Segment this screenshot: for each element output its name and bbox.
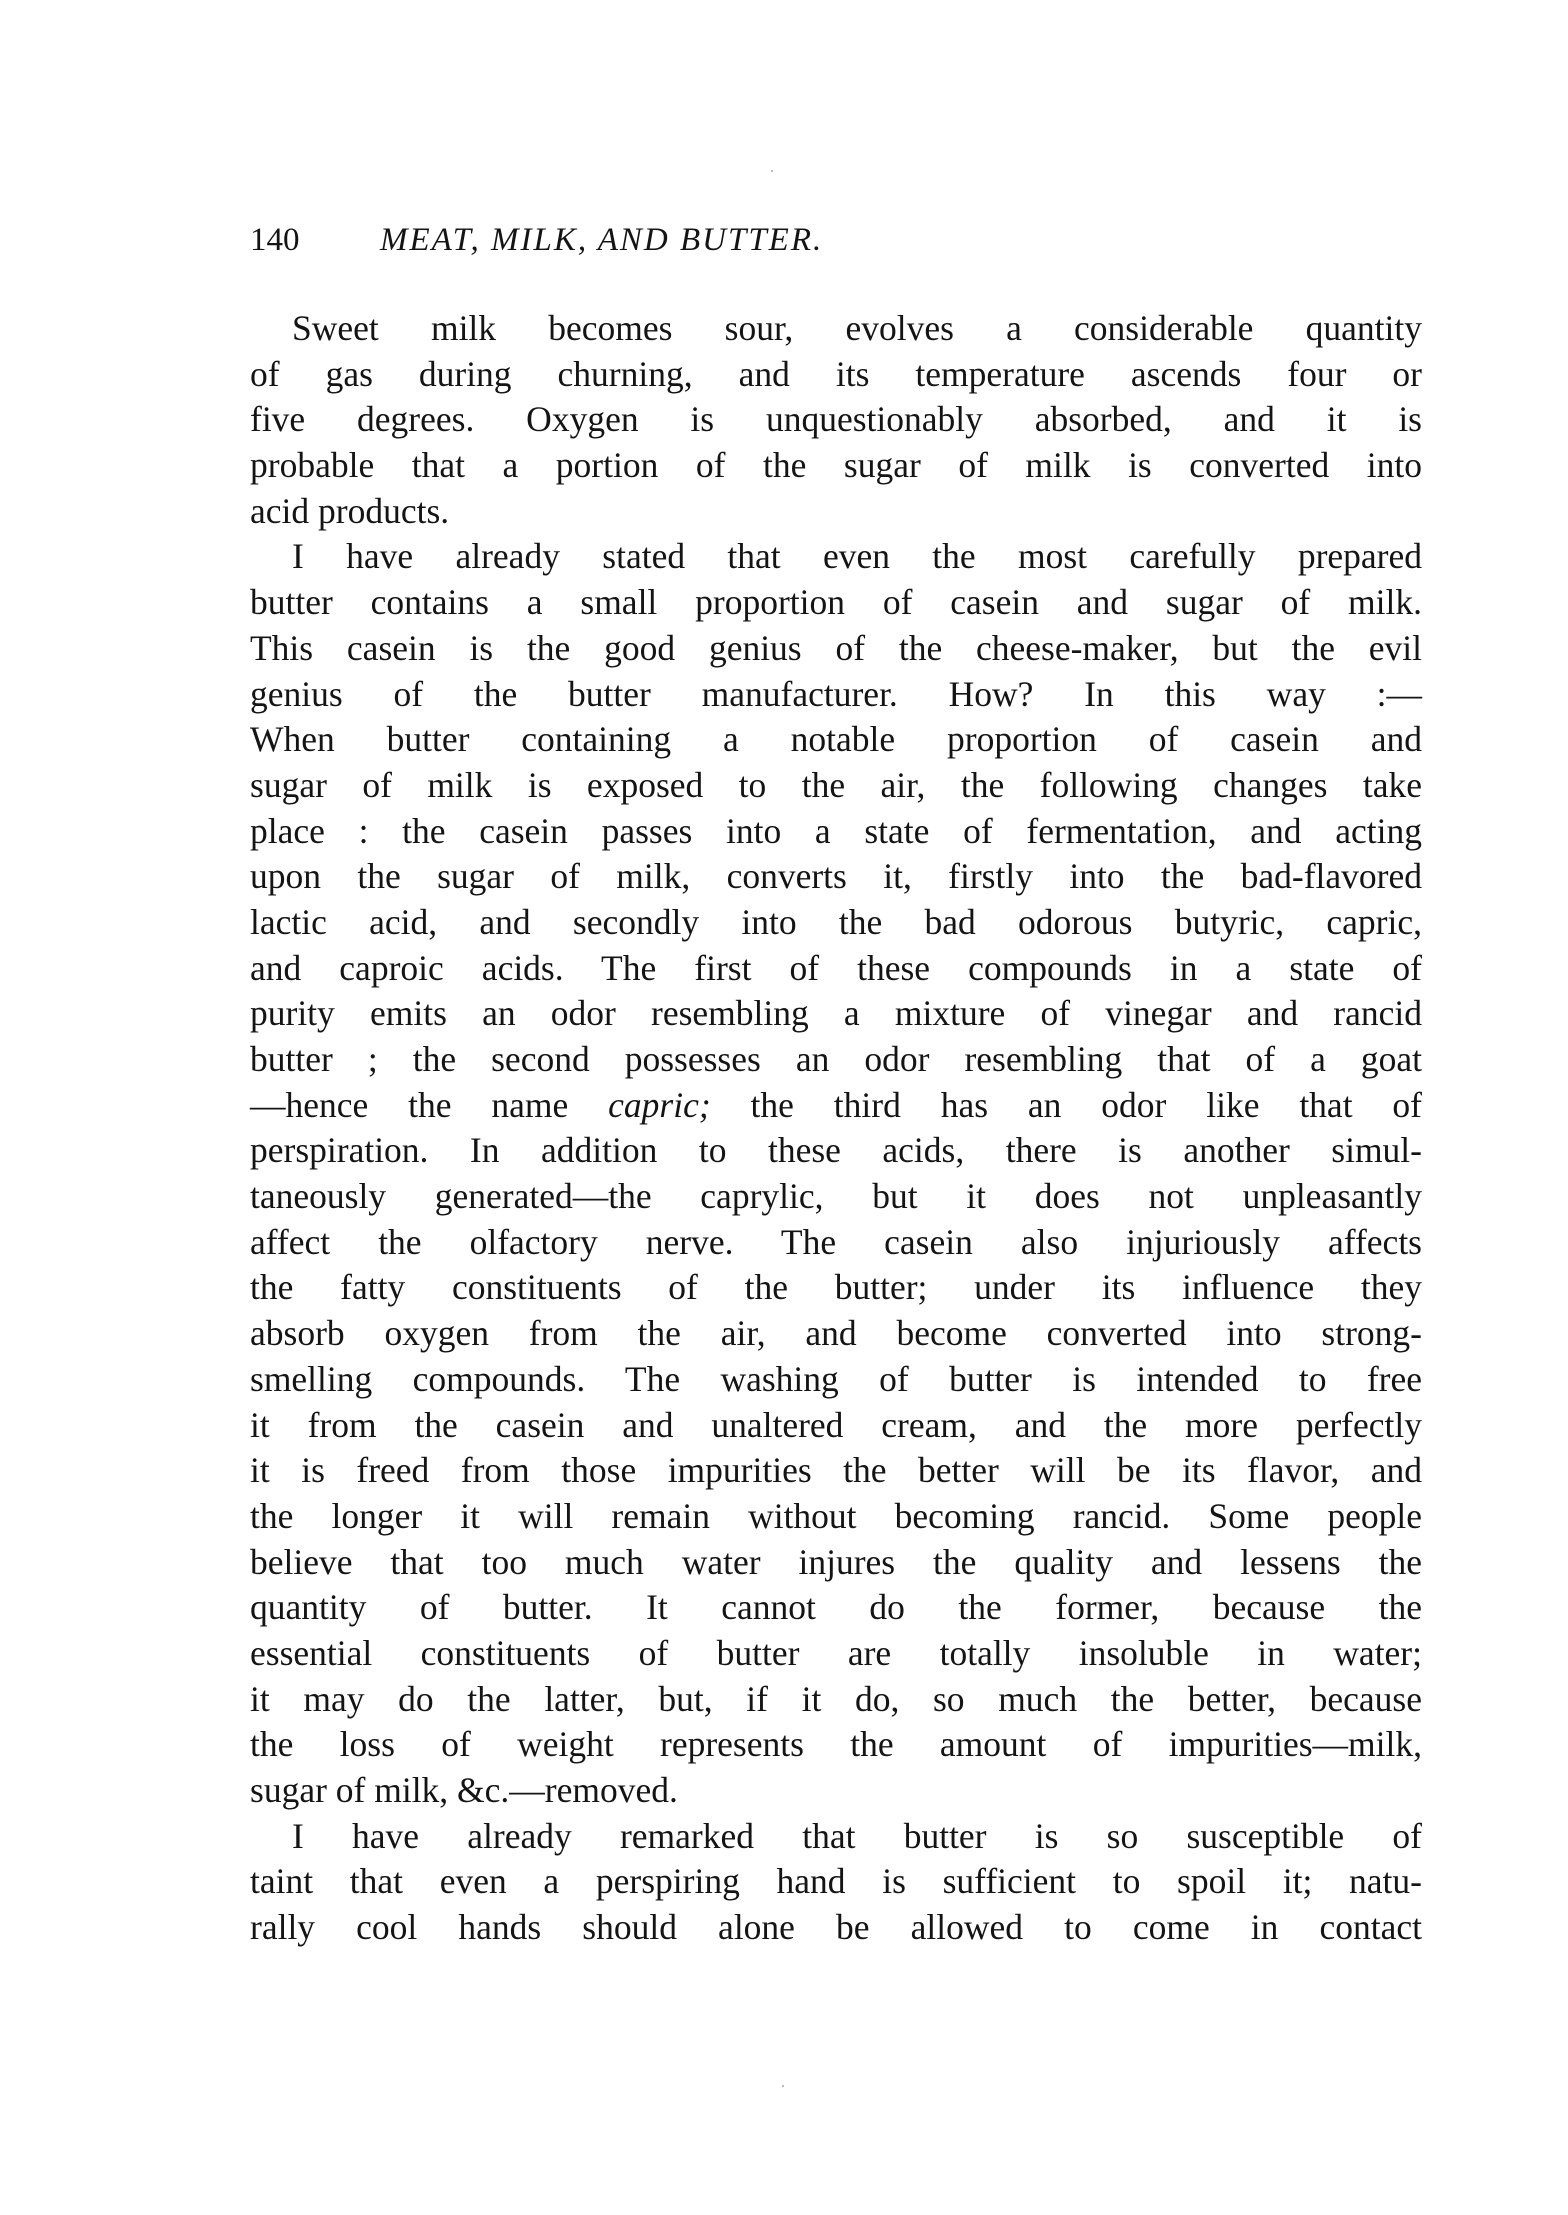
text-line: genius of the butter manufacturer. How? In this way :— (250, 673, 1422, 714)
text-line (250, 1083, 1422, 1129)
text-line: the fatty constituents of the butter; under its influence they (250, 1267, 1422, 1308)
text-line: the loss of weight represents the amount of impurities—milk, (250, 1724, 1422, 1765)
text-line: When butter containing a notable proportion of casein and (250, 719, 1422, 760)
text-line: upon the sugar of milk, converts it, firstly into the bad-flavored (250, 856, 1422, 897)
text-line: it from the casein and unaltered cream, and the more perfectly (250, 1404, 1422, 1445)
text-line: absorb oxygen from the air, and become converted into strong- (250, 1313, 1422, 1354)
text-line: purity emits an odor resembling a mixture of vinegar and rancid (250, 993, 1422, 1034)
text-line: rally cool hands should alone be allowed to come in contact (250, 1907, 1422, 1948)
text-line: affect the olfactory nerve. The casein also injuriously affects (250, 1221, 1422, 1262)
text-line: smelling compounds. The washing of butter is intended to free (250, 1358, 1422, 1399)
text-line: place : the casein passes into a state of fermentation, and acting (250, 810, 1422, 851)
text-line: it may do the latter, but, if it do, so much the better, because (250, 1678, 1422, 1719)
text-line: taint that even a perspiring hand is sufficient to spoil it; natu- (250, 1861, 1422, 1902)
text-line: taneously generated—the caprylic, but it does not unpleasantly (250, 1176, 1422, 1217)
text-line: sugar of milk is exposed to the air, the following changes take (250, 764, 1422, 805)
text-line: butter contains a small proportion of casein and sugar of milk. (250, 582, 1422, 623)
scan-speck (771, 170, 773, 172)
text-line: five degrees. Oxygen is unquestionably absorbed, and it is (250, 399, 1422, 440)
text-line: probable that a portion of the sugar of milk is converted into (250, 445, 1422, 486)
running-title: MEAT, MILK, AND BUTTER. (380, 222, 824, 258)
text-line: Sweet milk becomes sour, evolves a considerable quantity (292, 308, 1422, 348)
text-line: and caproic acids. The first of these compounds in a state of (250, 947, 1422, 988)
text-line: I have already stated that even the most carefully prepared (292, 536, 1422, 577)
text-line: I have already remarked that butter is so susceptible of (292, 1815, 1422, 1856)
text-line: believe that too much water injures the quality and lessens the (250, 1541, 1422, 1582)
text-line: quantity of butter. It cannot do the former, because the (250, 1587, 1422, 1628)
page-number: 140 (250, 222, 300, 258)
text-line: the longer it will remain without becoming rancid. Some people (250, 1495, 1422, 1536)
body-text (250, 306, 1422, 1951)
page-header (250, 222, 1422, 270)
text-line: it is freed from those impurities the better will be its flavor, and (250, 1450, 1422, 1491)
text-line: lactic acid, and secondly into the bad odorous butyric, capric, (250, 901, 1422, 942)
text-line: This casein is the good genius of the cheese-maker, but the evil (250, 627, 1422, 668)
text-line: sugar of milk, &c.—removed. (250, 1770, 678, 1810)
text-line: of gas during churning, and its temperature ascends four or (250, 353, 1422, 394)
text-segment: the third has an odor like that of (710, 1084, 1422, 1125)
text-line: perspiration. In addition to these acids, there is another simul- (250, 1130, 1422, 1171)
text-line: essential constituents of butter are totally insoluble in water; (250, 1632, 1422, 1673)
scan-speck (782, 2085, 784, 2087)
italic-term: capric; (608, 1084, 711, 1125)
text-line: butter ; the second possesses an odor resembling that of a goat (250, 1039, 1422, 1079)
text-line: acid products. (250, 490, 450, 531)
text-segment: —hence the name (250, 1084, 609, 1125)
